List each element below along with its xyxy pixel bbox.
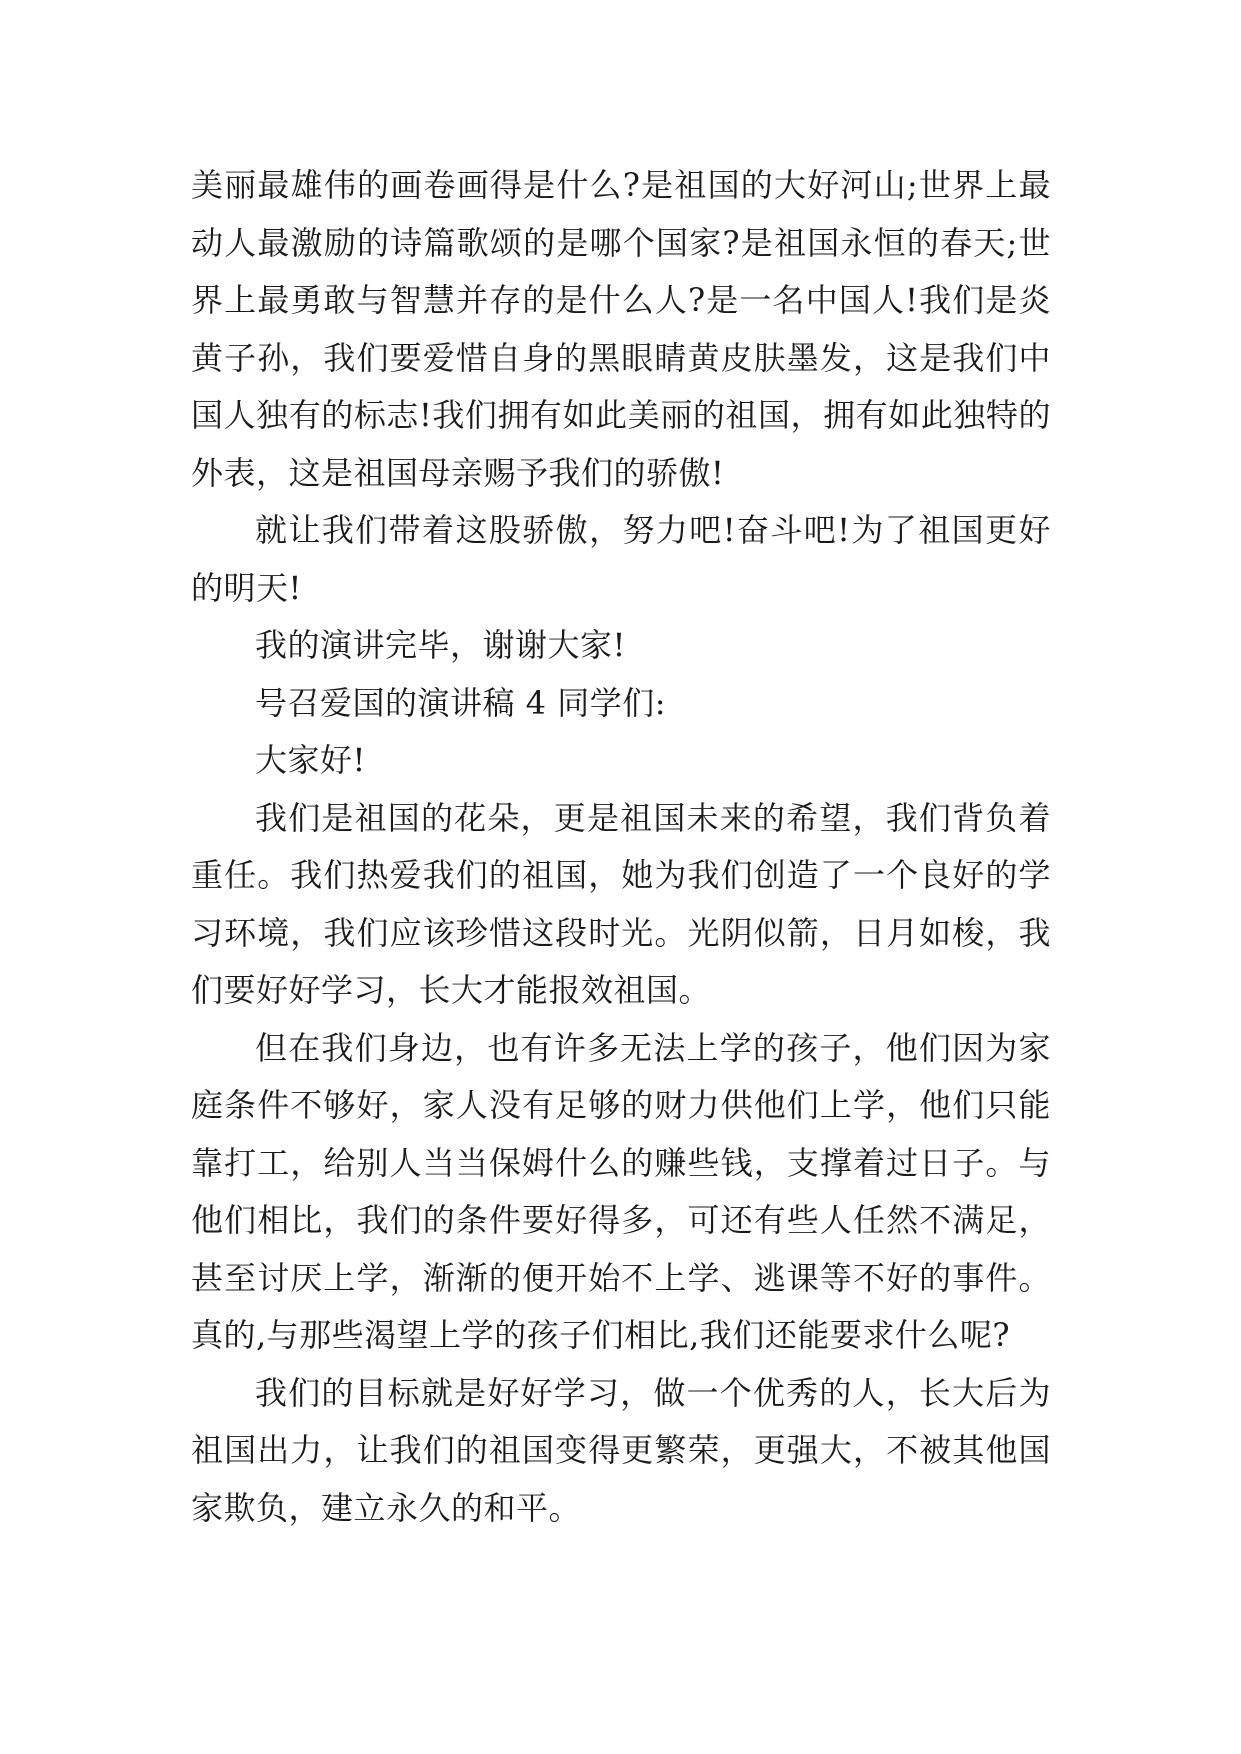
- document-body: [191, 157, 1051, 1537]
- paragraph: 美丽最雄伟的画卷画得是什么?是祖国的大好河山;世界上最动人最激励的诗篇歌颂的是哪个国家?是祖国永恒的春天;世界上最勇敢与智慧并存的是什么人?是一名中国人!我们是炎黄子孙，我们要爱惜自身的黑眼睛黄皮肤墨发，这是我们中国人独有的标志!我们拥有如此美丽的祖国，拥有如此独特的外表，这是祖国母亲赐予我们的骄傲!: [191, 166, 1051, 492]
- paragraph: 就让我们带着这股骄傲，努力吧!奋斗吧!为了祖国更好的明天!: [191, 511, 1051, 607]
- paragraph: 我们是祖国的花朵，更是祖国未来的希望，我们背负着重任。我们热爱我们的祖国，她为我们创造了一个良好的学习环境，我们应该珍惜这段时光。光阴似箭，日月如梭，我们要好好学习，长大才能报效祖国。: [191, 798, 1051, 1009]
- paragraph: 我们的目标就是好好学习，做一个优秀的人，长大后为祖国出力，让我们的祖国变得更繁荣，更强大，不被其他国家欺负，建立永久的和平。: [191, 1373, 1051, 1527]
- greeting: 大家好!: [255, 741, 366, 779]
- speech-title: 号召爱国的演讲稿 4 同学们:: [255, 683, 666, 722]
- paragraph: 我的演讲完毕，谢谢大家!: [255, 626, 626, 664]
- paragraph: 但在我们身边，也有许多无法上学的孩子，他们因为家庭条件不够好，家人没有足够的财力供他们上学，他们只能靠打工，给别人当当保姆什么的赚些钱，支撑着过日子。与他们相比，我们的条件要好得多，可还有些人任然不满足，甚至讨厌上学，渐渐的便开始不上学、逃课等不好的事件。真的,与那些渴望上学的孩子们相比,我们还能要求什么呢?: [191, 1028, 1051, 1354]
